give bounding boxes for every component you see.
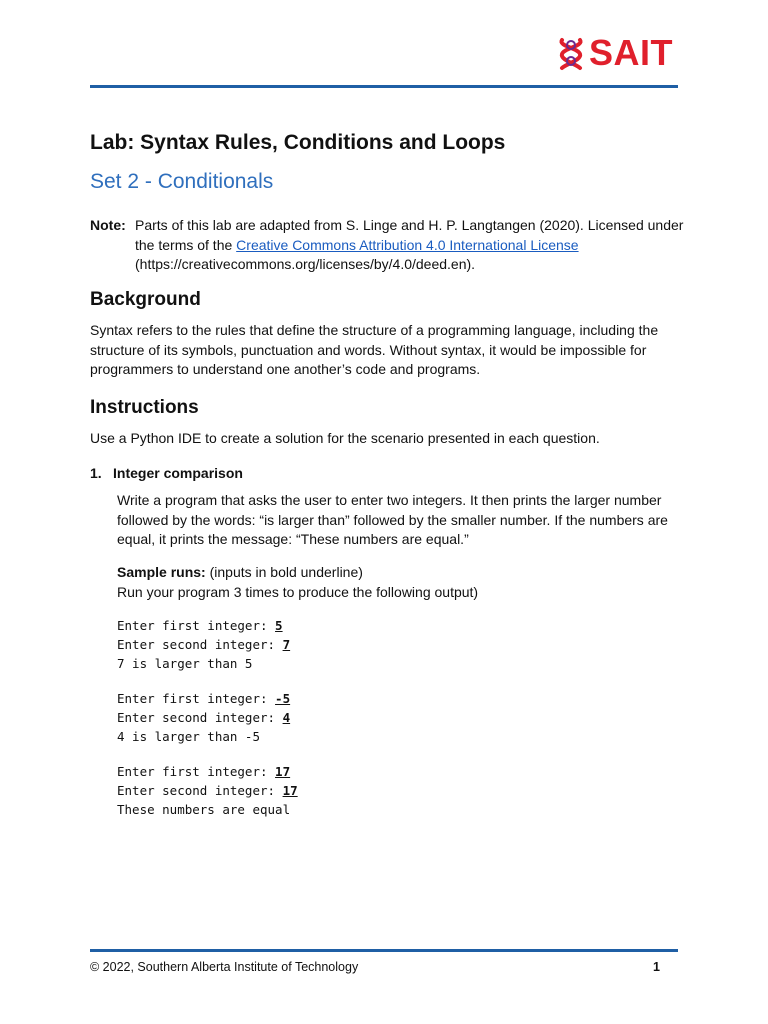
note-text (135, 216, 695, 275)
input-value: 17 (282, 783, 298, 799)
page-title: Lab: Syntax Rules, Conditions and Loops (90, 131, 506, 154)
sample-runs-intro (117, 563, 677, 602)
background-heading: Background (90, 289, 201, 310)
sample-runs-label: Sample runs: (117, 564, 206, 580)
input-value: 5 (275, 618, 283, 633)
output-line: 7 is larger than 5 (117, 656, 253, 672)
output-line: These numbers are equal (117, 802, 291, 818)
input-value: 7 (282, 637, 291, 653)
sample-runs-instruction: Run your program 3 times to produce the following output) (117, 583, 479, 600)
sample-run-1: Enter first integer: 5 Enter second integer: 7 7 is larger than 5 (117, 616, 290, 674)
note-label: Note: (90, 217, 126, 233)
footer-copyright: © 2022, Southern Alberta Institute of Technology (90, 960, 359, 974)
sait-logo (556, 34, 673, 72)
background-text: Syntax refers to the rules that define the structure of a programming language, including the structure of its symbols, punctuation and words. Without syntax, it would be impossible for programmers to understand one another’s code and programs. (90, 322, 659, 377)
question-description: Write a program that asks the user to enter two integers. It then prints the larger number followed by the words: “is larger than” followed by the smaller number. If the numbers are equal, it prints the message: “These numbers are equal.” (117, 492, 668, 547)
note-text-start: Parts of this lab are adapted from S. Linge and H. P. Langtangen (2020). Licensed under the terms of the (135, 217, 684, 253)
sample-run-2: Enter first integer: -5 Enter second integer: 4 4 is larger than -5 (117, 689, 290, 747)
note-text-end: (https://creativecommons.org/licenses/by/4.0/deed.en). (135, 256, 476, 272)
license-link[interactable]: Creative Commons Attribution 4.0 International License (236, 236, 579, 253)
question-number: 1. (90, 465, 102, 481)
question-title: Integer comparison (113, 465, 243, 481)
input-value: 4 (282, 710, 291, 726)
sait-knot-icon (556, 34, 586, 72)
page-number: 1 (653, 960, 660, 974)
header-divider (90, 85, 678, 88)
input-value: -5 (275, 691, 291, 706)
logo-wordmark: SAIT (589, 32, 674, 73)
footer-divider (90, 949, 678, 952)
input-value: 17 (275, 764, 291, 779)
question-1-heading (90, 465, 243, 481)
instructions-text: Use a Python IDE to create a solution for the scenario presented in each question. (90, 430, 600, 446)
sample-runs-note: (inputs in bold underline) (205, 564, 363, 580)
output-line: 4 is larger than -5 (117, 729, 260, 745)
sample-run-3: Enter first integer: 17 Enter second integer: 17 These numbers are equal (117, 762, 298, 820)
page-subtitle: Set 2 - Conditionals (90, 170, 274, 193)
instructions-heading: Instructions (90, 397, 199, 418)
